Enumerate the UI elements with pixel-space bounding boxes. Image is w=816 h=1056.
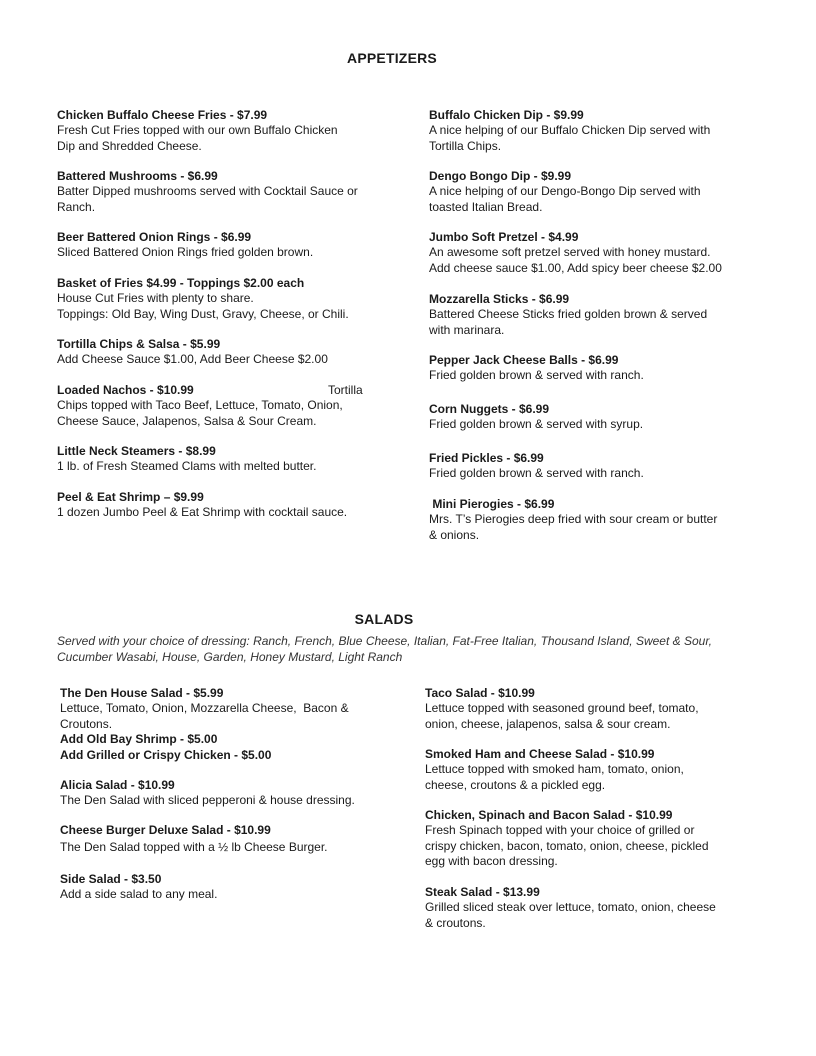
item-description: House Cut Fries with plenty to share. Toppings: Old Bay, Wing Dust, Gravy, Cheese, or Chili. <box>57 291 349 321</box>
item-description: Battered Cheese Sticks fried golden brown & served with marinara. <box>429 307 708 337</box>
menu-item <box>57 108 417 154</box>
menu-item <box>429 353 769 384</box>
item-description: Add Cheese Sauce $1.00, Add Beer Cheese $2.00 <box>57 352 328 367</box>
item-name: Buffalo Chicken Dip - $9.99 <box>429 108 584 122</box>
item-description: Fried golden brown & served with ranch. <box>429 368 644 383</box>
item-description: Add a side salad to any meal. <box>60 887 218 902</box>
item-name: Corn Nuggets - $6.99 <box>429 402 550 416</box>
item-description: Grilled sliced steak over lettuce, tomato, onion, cheese & croutons. <box>425 900 716 930</box>
menu-item <box>425 747 770 793</box>
item-name: Pepper Jack Cheese Balls - $6.99 <box>429 353 619 367</box>
item-name: Little Neck Steamers - $8.99 <box>57 444 216 458</box>
menu-item <box>57 383 417 429</box>
item-name: Cheese Burger Deluxe Salad - $10.99 <box>60 823 271 837</box>
item-description: Batter Dipped mushrooms served with Cocktail Sauce or Ranch. <box>57 184 358 214</box>
item-name: Loaded Nachos - $10.99 <box>57 383 194 397</box>
salads-heading: SALADS <box>354 611 414 627</box>
item-description: An awesome soft pretzel served with honey mustard. Add cheese sauce $1.00, Add spicy beer cheese $2.00 <box>429 245 722 275</box>
menu-item <box>425 686 770 732</box>
menu-item <box>60 778 420 809</box>
item-description: Sliced Battered Onion Rings fried golden brown. <box>57 245 314 260</box>
menu-item <box>57 276 417 322</box>
menu-item <box>57 444 417 475</box>
menu-item <box>429 402 769 433</box>
item-name: Dengo Bongo Dip - $9.99 <box>429 169 572 183</box>
menu-item <box>425 885 770 931</box>
item-name: Taco Salad - $10.99 <box>425 686 535 700</box>
item-name: Mozzarella Sticks - $6.99 <box>429 292 570 306</box>
item-description: Lettuce topped with smoked ham, tomato, onion, cheese, croutons & a pickled egg. <box>425 762 684 792</box>
menu-item <box>57 337 417 368</box>
item-description: 1 lb. of Fresh Steamed Clams with melted butter. <box>57 459 317 474</box>
menu-item <box>57 490 417 521</box>
menu-item <box>425 808 770 870</box>
menu-item <box>60 823 420 856</box>
menu-item <box>429 451 769 482</box>
item-description: Fried golden brown & served with syrup. <box>429 417 644 432</box>
item-name: Alicia Salad - $10.99 <box>60 778 175 792</box>
item-description: Lettuce, Tomato, Onion, Mozzarella Cheese, Bacon & Croutons. <box>60 701 349 731</box>
item-description: Mrs. T’s Pierogies deep fried with sour cream or butter & onions. <box>429 512 718 542</box>
item-name: Side Salad - $3.50 <box>60 872 162 886</box>
item-description: Fresh Cut Fries topped with our own Buffalo Chicken Dip and Shredded Cheese. <box>57 123 338 153</box>
menu-item <box>429 169 769 215</box>
item-description: 1 dozen Jumbo Peel & Eat Shrimp with cocktail sauce. <box>57 505 348 520</box>
item-description-lead: Tortilla <box>328 383 363 397</box>
item-name: Chicken Buffalo Cheese Fries - $7.99 <box>57 108 268 122</box>
menu-item <box>429 497 769 543</box>
menu-item <box>429 292 769 338</box>
item-description: The Den Salad topped with a ½ lb Cheese Burger. <box>60 840 328 855</box>
item-name: Mini Pierogies - $6.99 <box>429 497 555 511</box>
item-addons: Add Old Bay Shrimp - $5.00 Add Grilled or Crispy Chicken - $5.00 <box>60 732 272 762</box>
dressing-note: Served with your choice of dressing: Ranch, French, Blue Cheese, Italian, Fat-Free Italian, Thousand Island, Sweet & Sour, Cucumber Wasabi, House, Garden, Honey Mustard, Light Ranch <box>57 634 713 664</box>
menu-item <box>429 230 769 276</box>
item-name: Beer Battered Onion Rings - $6.99 <box>57 230 252 244</box>
item-name: Basket of Fries $4.99 - Toppings $2.00 each <box>57 276 305 290</box>
item-name: Tortilla Chips & Salsa - $5.99 <box>57 337 221 351</box>
menu-item <box>60 686 420 763</box>
item-name: Battered Mushrooms - $6.99 <box>57 169 218 183</box>
item-description: The Den Salad with sliced pepperoni & house dressing. <box>60 793 355 808</box>
item-name: Jumbo Soft Pretzel - $4.99 <box>429 230 579 244</box>
item-name: Smoked Ham and Cheese Salad - $10.99 <box>425 747 655 761</box>
item-name: Peel & Eat Shrimp – $9.99 <box>57 490 204 504</box>
item-description: Fried golden brown & served with ranch. <box>429 466 644 481</box>
menu-item <box>429 108 769 154</box>
item-description: Lettuce topped with seasoned ground beef, tomato, onion, cheese, jalapenos, salsa & sour cream. <box>425 701 699 731</box>
item-name: Steak Salad - $13.99 <box>425 885 540 899</box>
appetizers-heading: APPETIZERS <box>347 50 437 66</box>
menu-item <box>57 169 417 215</box>
item-description: Chips topped with Taco Beef, Lettuce, Tomato, Onion, Cheese Sauce, Jalapenos, Salsa & Sour Cream. <box>57 398 343 428</box>
item-description: A nice helping of our Dengo-Bongo Dip served with toasted Italian Bread. <box>429 184 701 214</box>
menu-item <box>60 872 420 903</box>
item-name: Fried Pickles - $6.99 <box>429 451 544 465</box>
item-description: Fresh Spinach topped with your choice of grilled or crispy chicken, bacon, tomato, onion, cheese, pickled egg with bacon dressing. <box>425 823 709 869</box>
item-name: Chicken, Spinach and Bacon Salad - $10.99 <box>425 808 673 822</box>
menu-item <box>57 230 417 261</box>
item-description: A nice helping of our Buffalo Chicken Dip served with Tortilla Chips. <box>429 123 711 153</box>
item-name: The Den House Salad - $5.99 <box>60 686 224 700</box>
